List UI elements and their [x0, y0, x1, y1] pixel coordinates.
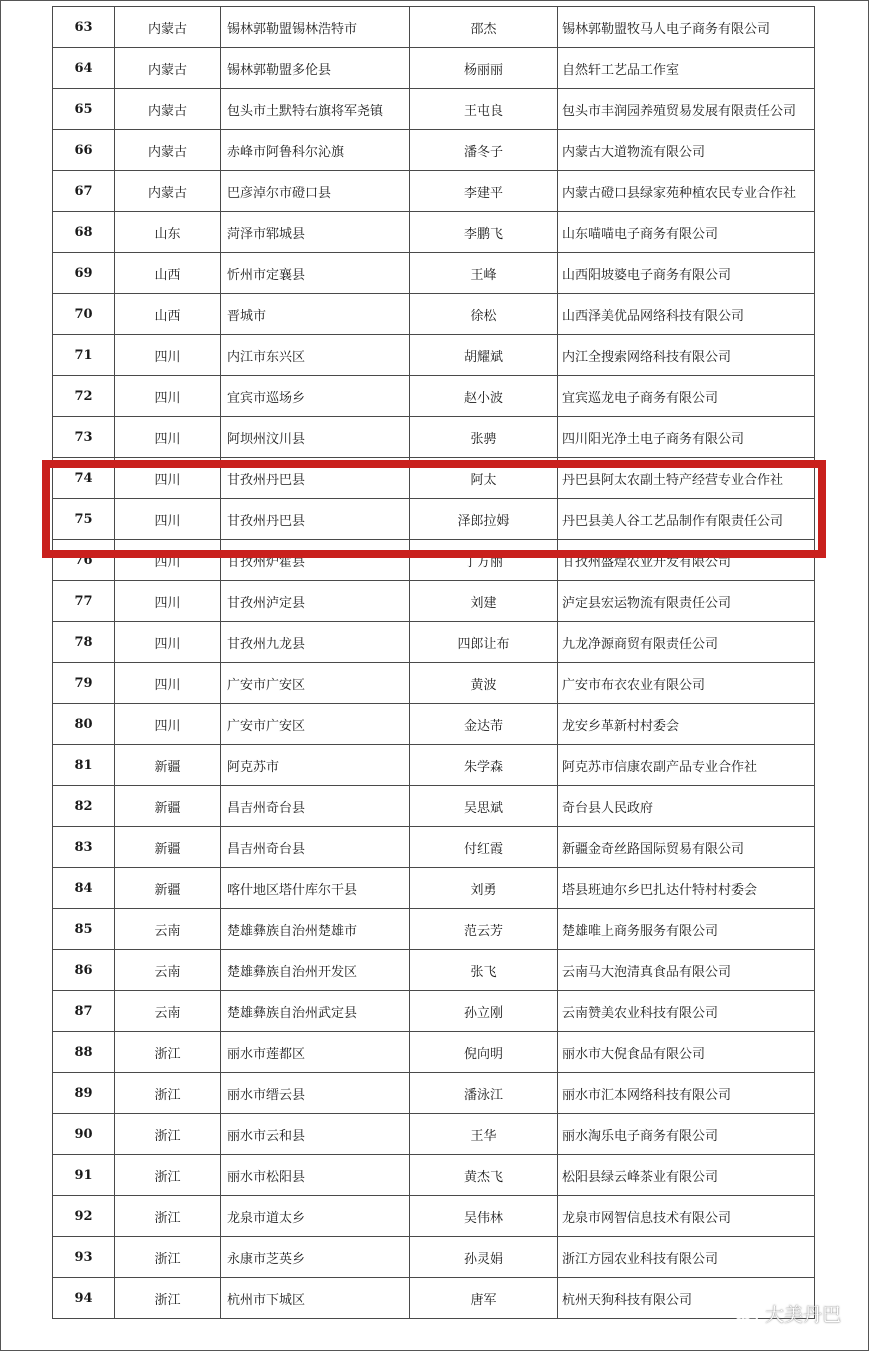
row-number: 64 [53, 48, 115, 89]
organization-cell: 丽水市汇本网络科技有限公司 [558, 1073, 815, 1114]
area-cell: 楚雄彝族自治州武定县 [221, 991, 410, 1032]
province-cell: 内蒙古 [115, 171, 221, 212]
table-row [53, 868, 815, 909]
province-cell: 内蒙古 [115, 130, 221, 171]
organization-cell: 泸定县宏运物流有限责任公司 [558, 581, 815, 622]
row-number: 77 [53, 581, 115, 622]
table-row [53, 458, 815, 499]
organization-cell: 山西阳坡婆电子商务有限公司 [558, 253, 815, 294]
table-row [53, 827, 815, 868]
table-row [53, 212, 815, 253]
organization-cell: 宜宾巡龙电子商务有限公司 [558, 376, 815, 417]
person-cell: 王峰 [410, 253, 558, 294]
row-number: 88 [53, 1032, 115, 1073]
area-cell: 晋城市 [221, 294, 410, 335]
organization-cell: 龙泉市网智信息技术有限公司 [558, 1196, 815, 1237]
province-cell: 四川 [115, 499, 221, 540]
roster-table [52, 6, 815, 1319]
province-cell: 山西 [115, 253, 221, 294]
area-cell: 龙泉市道太乡 [221, 1196, 410, 1237]
province-cell: 浙江 [115, 1032, 221, 1073]
province-cell: 浙江 [115, 1155, 221, 1196]
province-cell: 内蒙古 [115, 89, 221, 130]
area-cell: 甘孜州泸定县 [221, 581, 410, 622]
area-cell: 内江市东兴区 [221, 335, 410, 376]
organization-cell: 山东喵喵电子商务有限公司 [558, 212, 815, 253]
table-row [53, 991, 815, 1032]
person-cell: 孙灵娟 [410, 1237, 558, 1278]
table-row [53, 1196, 815, 1237]
organization-cell: 四川阳光净土电子商务有限公司 [558, 417, 815, 458]
person-cell: 刘建 [410, 581, 558, 622]
row-number: 85 [53, 909, 115, 950]
area-cell: 甘孜州九龙县 [221, 622, 410, 663]
person-cell: 付红霞 [410, 827, 558, 868]
table-row [53, 1278, 815, 1319]
area-cell: 丽水市缙云县 [221, 1073, 410, 1114]
province-cell: 四川 [115, 335, 221, 376]
organization-cell: 内江全搜索网络科技有限公司 [558, 335, 815, 376]
row-number: 69 [53, 253, 115, 294]
province-cell: 新疆 [115, 786, 221, 827]
province-cell: 浙江 [115, 1237, 221, 1278]
person-cell: 吴伟林 [410, 1196, 558, 1237]
table-row [53, 663, 815, 704]
area-cell: 杭州市下城区 [221, 1278, 410, 1319]
organization-cell: 包头市丰润园养殖贸易发展有限责任公司 [558, 89, 815, 130]
person-cell: 黄杰飞 [410, 1155, 558, 1196]
organization-cell: 塔县班迪尔乡巴扎达什特村村委会 [558, 868, 815, 909]
row-number: 86 [53, 950, 115, 991]
province-cell: 四川 [115, 622, 221, 663]
person-cell: 吴思斌 [410, 786, 558, 827]
province-cell: 新疆 [115, 827, 221, 868]
organization-cell: 云南马大泡清真食品有限公司 [558, 950, 815, 991]
table-row [53, 1114, 815, 1155]
province-cell: 新疆 [115, 868, 221, 909]
province-cell: 内蒙古 [115, 48, 221, 89]
person-cell: 王屯良 [410, 89, 558, 130]
organization-cell: 锡林郭勒盟牧马人电子商务有限公司 [558, 7, 815, 48]
organization-cell: 龙安乡革新村村委会 [558, 704, 815, 745]
organization-cell: 丹巴县美人谷工艺品制作有限责任公司 [558, 499, 815, 540]
area-cell: 阿坝州汶川县 [221, 417, 410, 458]
organization-cell: 阿克苏市信康农副产品专业合作社 [558, 745, 815, 786]
row-number: 68 [53, 212, 115, 253]
area-cell: 广安市广安区 [221, 663, 410, 704]
area-cell: 丽水市云和县 [221, 1114, 410, 1155]
area-cell: 忻州市定襄县 [221, 253, 410, 294]
organization-cell: 浙江方园农业科技有限公司 [558, 1237, 815, 1278]
row-number: 78 [53, 622, 115, 663]
row-number: 65 [53, 89, 115, 130]
person-cell: 胡耀斌 [410, 335, 558, 376]
table-row [53, 745, 815, 786]
person-cell: 杨丽丽 [410, 48, 558, 89]
table-row [53, 499, 815, 540]
table-row [53, 89, 815, 130]
table-row [53, 335, 815, 376]
province-cell: 四川 [115, 704, 221, 745]
table-row [53, 1237, 815, 1278]
watermark [733, 1300, 841, 1327]
area-cell: 锡林郭勒盟多伦县 [221, 48, 410, 89]
row-number: 63 [53, 7, 115, 48]
row-number: 66 [53, 130, 115, 171]
table-row [53, 48, 815, 89]
person-cell: 黄波 [410, 663, 558, 704]
area-cell: 巴彦淖尔市磴口县 [221, 171, 410, 212]
province-cell: 内蒙古 [115, 7, 221, 48]
row-number: 71 [53, 335, 115, 376]
province-cell: 山东 [115, 212, 221, 253]
province-cell: 四川 [115, 581, 221, 622]
organization-cell: 奇台县人民政府 [558, 786, 815, 827]
person-cell: 潘泳江 [410, 1073, 558, 1114]
row-number: 74 [53, 458, 115, 499]
row-number: 76 [53, 540, 115, 581]
row-number: 70 [53, 294, 115, 335]
province-cell: 四川 [115, 663, 221, 704]
organization-cell: 云南赞美农业科技有限公司 [558, 991, 815, 1032]
person-cell: 刘勇 [410, 868, 558, 909]
area-cell: 丽水市莲都区 [221, 1032, 410, 1073]
organization-cell: 甘孜州盛煌农业开发有限公司 [558, 540, 815, 581]
row-number: 93 [53, 1237, 115, 1278]
table-row [53, 376, 815, 417]
area-cell: 楚雄彝族自治州开发区 [221, 950, 410, 991]
table-row [53, 417, 815, 458]
area-cell: 永康市芝英乡 [221, 1237, 410, 1278]
person-cell: 赵小波 [410, 376, 558, 417]
row-number: 91 [53, 1155, 115, 1196]
organization-cell: 楚雄唯上商务服务有限公司 [558, 909, 815, 950]
person-cell: 王华 [410, 1114, 558, 1155]
province-cell: 云南 [115, 950, 221, 991]
row-number: 75 [53, 499, 115, 540]
table-row [53, 253, 815, 294]
table-row [53, 909, 815, 950]
wechat-icon [733, 1303, 759, 1325]
row-number: 83 [53, 827, 115, 868]
person-cell: 张飞 [410, 950, 558, 991]
province-cell: 山西 [115, 294, 221, 335]
organization-cell: 杭州天狗科技有限公司 [558, 1278, 815, 1319]
person-cell: 李鹏飞 [410, 212, 558, 253]
table-row [53, 581, 815, 622]
organization-cell: 自然轩工艺品工作室 [558, 48, 815, 89]
area-cell: 昌吉州奇台县 [221, 786, 410, 827]
row-number: 94 [53, 1278, 115, 1319]
area-cell: 赤峰市阿鲁科尔沁旗 [221, 130, 410, 171]
province-cell: 云南 [115, 909, 221, 950]
area-cell: 楚雄彝族自治州楚雄市 [221, 909, 410, 950]
province-cell: 浙江 [115, 1114, 221, 1155]
watermark-text: 大美丹巴 [764, 1304, 841, 1326]
row-number: 84 [53, 868, 115, 909]
table-row [53, 7, 815, 48]
area-cell: 锡林郭勒盟锡林浩特市 [221, 7, 410, 48]
province-cell: 四川 [115, 540, 221, 581]
person-cell: 李建平 [410, 171, 558, 212]
organization-cell: 松阳县绿云峰茶业有限公司 [558, 1155, 815, 1196]
table-row [53, 622, 815, 663]
area-cell: 包头市土默特右旗将军尧镇 [221, 89, 410, 130]
row-number: 81 [53, 745, 115, 786]
province-cell: 云南 [115, 991, 221, 1032]
person-cell: 倪向明 [410, 1032, 558, 1073]
province-cell: 四川 [115, 417, 221, 458]
table-row [53, 1032, 815, 1073]
person-cell: 阿太 [410, 458, 558, 499]
row-number: 80 [53, 704, 115, 745]
area-cell: 昌吉州奇台县 [221, 827, 410, 868]
area-cell: 喀什地区塔什库尔干县 [221, 868, 410, 909]
table-row [53, 171, 815, 212]
row-number: 79 [53, 663, 115, 704]
area-cell: 甘孜州丹巴县 [221, 458, 410, 499]
person-cell: 邵杰 [410, 7, 558, 48]
province-cell: 四川 [115, 376, 221, 417]
person-cell: 徐松 [410, 294, 558, 335]
organization-cell: 内蒙古磴口县绿家苑种植农民专业合作社 [558, 171, 815, 212]
organization-cell: 丽水市大倪食品有限公司 [558, 1032, 815, 1073]
row-number: 72 [53, 376, 115, 417]
area-cell: 甘孜州炉霍县 [221, 540, 410, 581]
person-cell: 张骋 [410, 417, 558, 458]
area-cell: 宜宾市巡场乡 [221, 376, 410, 417]
roster-table-body [53, 7, 815, 1319]
person-cell: 孙立刚 [410, 991, 558, 1032]
person-cell: 金达芾 [410, 704, 558, 745]
province-cell: 浙江 [115, 1278, 221, 1319]
row-number: 89 [53, 1073, 115, 1114]
area-cell: 菏泽市郓城县 [221, 212, 410, 253]
row-number: 73 [53, 417, 115, 458]
table-row [53, 540, 815, 581]
person-cell: 四郎让布 [410, 622, 558, 663]
organization-cell: 丽水淘乐电子商务有限公司 [558, 1114, 815, 1155]
organization-cell: 新疆金奇丝路国际贸易有限公司 [558, 827, 815, 868]
row-number: 87 [53, 991, 115, 1032]
person-cell: 潘冬子 [410, 130, 558, 171]
province-cell: 四川 [115, 458, 221, 499]
person-cell: 泽郎拉姆 [410, 499, 558, 540]
row-number: 92 [53, 1196, 115, 1237]
person-cell: 丁方丽 [410, 540, 558, 581]
table-row [53, 704, 815, 745]
organization-cell: 山西泽美优品网络科技有限公司 [558, 294, 815, 335]
row-number: 90 [53, 1114, 115, 1155]
table-row [53, 786, 815, 827]
area-cell: 阿克苏市 [221, 745, 410, 786]
organization-cell: 九龙净源商贸有限责任公司 [558, 622, 815, 663]
table-row [53, 1155, 815, 1196]
table-row [53, 130, 815, 171]
organization-cell: 广安市布衣农业有限公司 [558, 663, 815, 704]
area-cell: 甘孜州丹巴县 [221, 499, 410, 540]
area-cell: 丽水市松阳县 [221, 1155, 410, 1196]
table-row [53, 294, 815, 335]
province-cell: 新疆 [115, 745, 221, 786]
table-row [53, 950, 815, 991]
organization-cell: 丹巴县阿太农副土特产经营专业合作社 [558, 458, 815, 499]
person-cell: 朱学森 [410, 745, 558, 786]
row-number: 67 [53, 171, 115, 212]
person-cell: 范云芳 [410, 909, 558, 950]
province-cell: 浙江 [115, 1196, 221, 1237]
province-cell: 浙江 [115, 1073, 221, 1114]
area-cell: 广安市广安区 [221, 704, 410, 745]
person-cell: 唐军 [410, 1278, 558, 1319]
table-row [53, 1073, 815, 1114]
organization-cell: 内蒙古大道物流有限公司 [558, 130, 815, 171]
row-number: 82 [53, 786, 115, 827]
